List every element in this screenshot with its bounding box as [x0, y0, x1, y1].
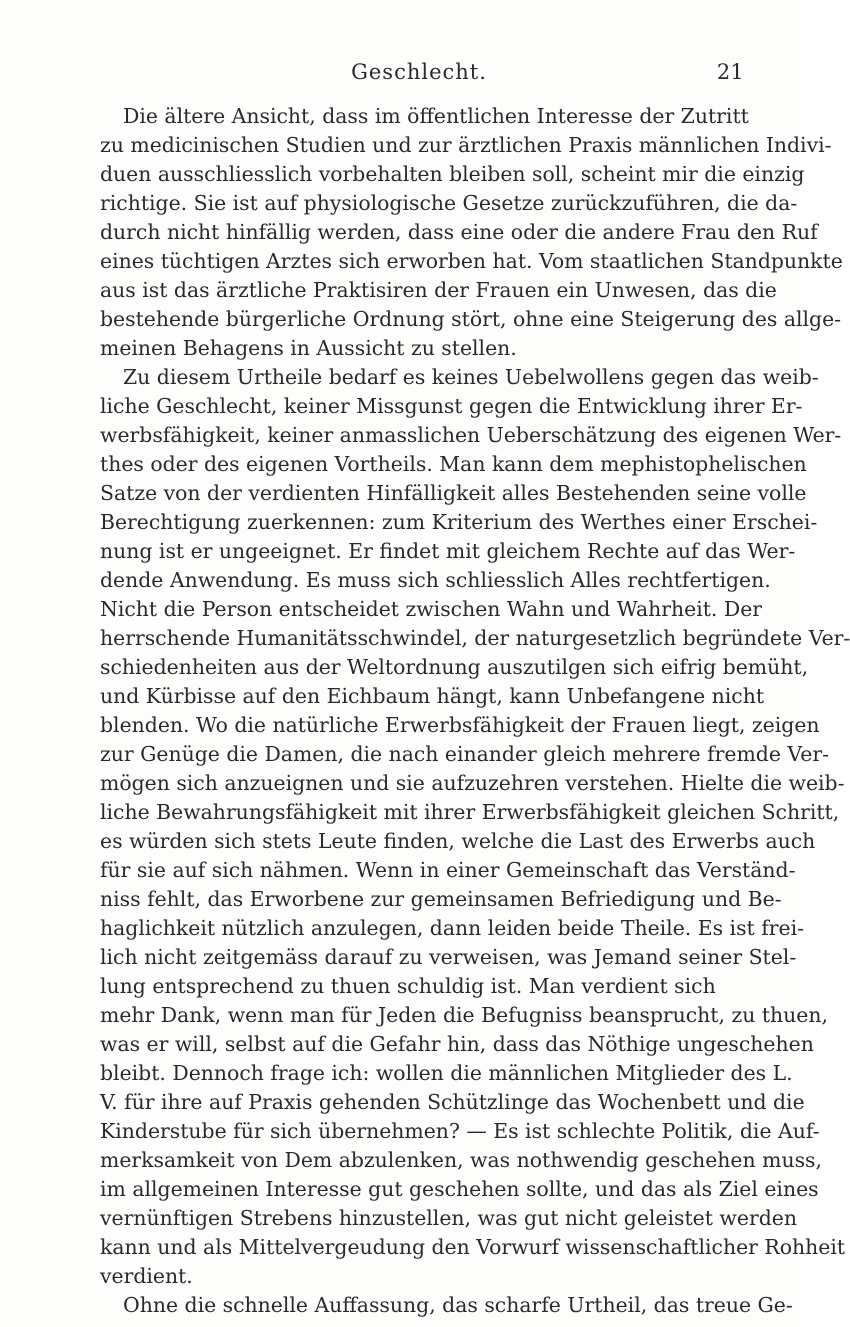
- text-line: schiedenheiten aus der Weltordnung auszutilgen sich eifrig bemüht,: [100, 655, 809, 679]
- text-line: mehr Dank, wenn man für Jeden die Befugniss beansprucht, zu thuen,: [100, 1003, 828, 1027]
- text-line: Berechtigung zuerkennen: zum Kriterium des Werthes einer Erschei-: [100, 510, 818, 534]
- text-line: für sie auf sich nähmen. Wenn in einer Gemeinschaft das Verständ-: [100, 858, 796, 882]
- text-line: zu medicinischen Studien und zur ärztlichen Praxis männlichen Indivi-: [100, 133, 832, 157]
- text-line: bestehende bürgerliche Ordnung stört, ohne eine Steigerung des allge-: [100, 307, 842, 331]
- text-line: niss fehlt, das Erworbene zur gemeinsamen Befriedigung und Be-: [100, 887, 782, 911]
- text-line: durch nicht hinfällig werden, dass eine oder die andere Frau den Ruf: [100, 220, 818, 244]
- text-line: werbsfähigkeit, keiner anmasslichen Ueberschätzung des eigenen Wer-: [100, 423, 842, 447]
- text-line: liche Bewahrungsfähigkeit mit ihrer Erwerbsfähigkeit gleichen Schritt,: [100, 800, 840, 824]
- text-line: meinen Behagens in Aussicht zu stellen.: [100, 336, 517, 360]
- text-line: lung entsprechend zu thuen schuldig ist. Man verdient sich: [100, 974, 716, 998]
- text-line: was er will, selbst auf die Gefahr hin, dass das Nöthige ungeschehen: [100, 1032, 814, 1056]
- page-number: 21: [716, 60, 744, 84]
- text-line: lich nicht zeitgemäss darauf zu verweisen, was Jemand seiner Stel-: [100, 945, 797, 969]
- text-line: liche Geschlecht, keiner Missgunst gegen die Entwicklung ihrer Er-: [100, 394, 803, 418]
- text-line: bleibt. Dennoch frage ich: wollen die männlichen Mitglieder des L.: [100, 1061, 793, 1085]
- text-line: duen ausschliesslich vorbehalten bleiben soll, scheint mir die einzig: [100, 162, 805, 186]
- running-title: Geschlecht.: [351, 60, 487, 84]
- text-line: vernünftigen Strebens hinzustellen, was gut nicht geleistet werden: [100, 1206, 797, 1230]
- text-line: mögen sich anzueignen und sie aufzuzehren verstehen. Hielte die weib-: [100, 771, 845, 795]
- text-line: es würden sich stets Leute finden, welche die Last des Erwerbs auch: [100, 829, 816, 853]
- text-line: haglichkeit nützlich anzulegen, dann leiden beide Theile. Es ist frei-: [100, 916, 804, 940]
- text-line: thes oder des eigenen Vortheils. Man kann dem mephistophelischen: [100, 452, 807, 476]
- text-line: blenden. Wo die natürliche Erwerbsfähigkeit der Frauen liegt, zeigen: [100, 713, 820, 737]
- text-line: richtige. Sie ist auf physiologische Gesetze zurückzuführen, die da-: [100, 191, 798, 215]
- text-line: Ohne die schnelle Auffassung, das scharfe Urtheil, das treue Ge-: [123, 1293, 793, 1317]
- text-line: und Kürbisse auf den Eichbaum hängt, kann Unbefangene nicht: [100, 684, 765, 708]
- text-line: herrschende Humanitätsschwindel, der naturgesetzlich begründete Ver-: [100, 626, 850, 650]
- text-line: verdient.: [100, 1264, 193, 1288]
- text-line: Kinderstube für sich übernehmen? — Es ist schlechte Politik, die Auf-: [100, 1119, 820, 1143]
- body-text: [100, 102, 850, 1320]
- text-line: kann und als Mittelvergeudung den Vorwurf wissenschaftlicher Rohheit: [100, 1235, 846, 1259]
- text-line: Nicht die Person entscheidet zwischen Wahn und Wahrheit. Der: [100, 597, 763, 621]
- text-line: aus ist das ärztliche Praktisiren der Frauen ein Unwesen, das die: [100, 278, 777, 302]
- text-line: eines tüchtigen Arztes sich erworben hat. Vom staatlichen Standpunkte: [100, 249, 843, 273]
- text-line: V. für ihre auf Praxis gehenden Schützlinge das Wochenbett und die: [100, 1090, 805, 1114]
- text-line: nung ist er ungeeignet. Er findet mit gleichem Rechte auf das Wer-: [100, 539, 796, 563]
- text-line: Satze von der verdienten Hinfälligkeit alles Bestehenden seine volle: [100, 481, 807, 505]
- text-line: dende Anwendung. Es muss sich schliesslich Alles rechtfertigen.: [100, 568, 771, 592]
- running-head: [94, 60, 744, 86]
- text-line: im allgemeinen Interesse gut geschehen sollte, und das als Ziel eines: [100, 1177, 819, 1201]
- text-line: zur Genüge die Damen, die nach einander gleich mehrere fremde Ver-: [100, 742, 829, 766]
- text-line: Die ältere Ansicht, dass im öffentlichen Interesse der Zutritt: [123, 104, 749, 128]
- text-line: Zu diesem Urtheile bedarf es keines Uebelwollens gegen das weib-: [123, 365, 819, 389]
- text-line: merksamkeit von Dem abzulenken, was nothwendig geschehen muss,: [100, 1148, 822, 1172]
